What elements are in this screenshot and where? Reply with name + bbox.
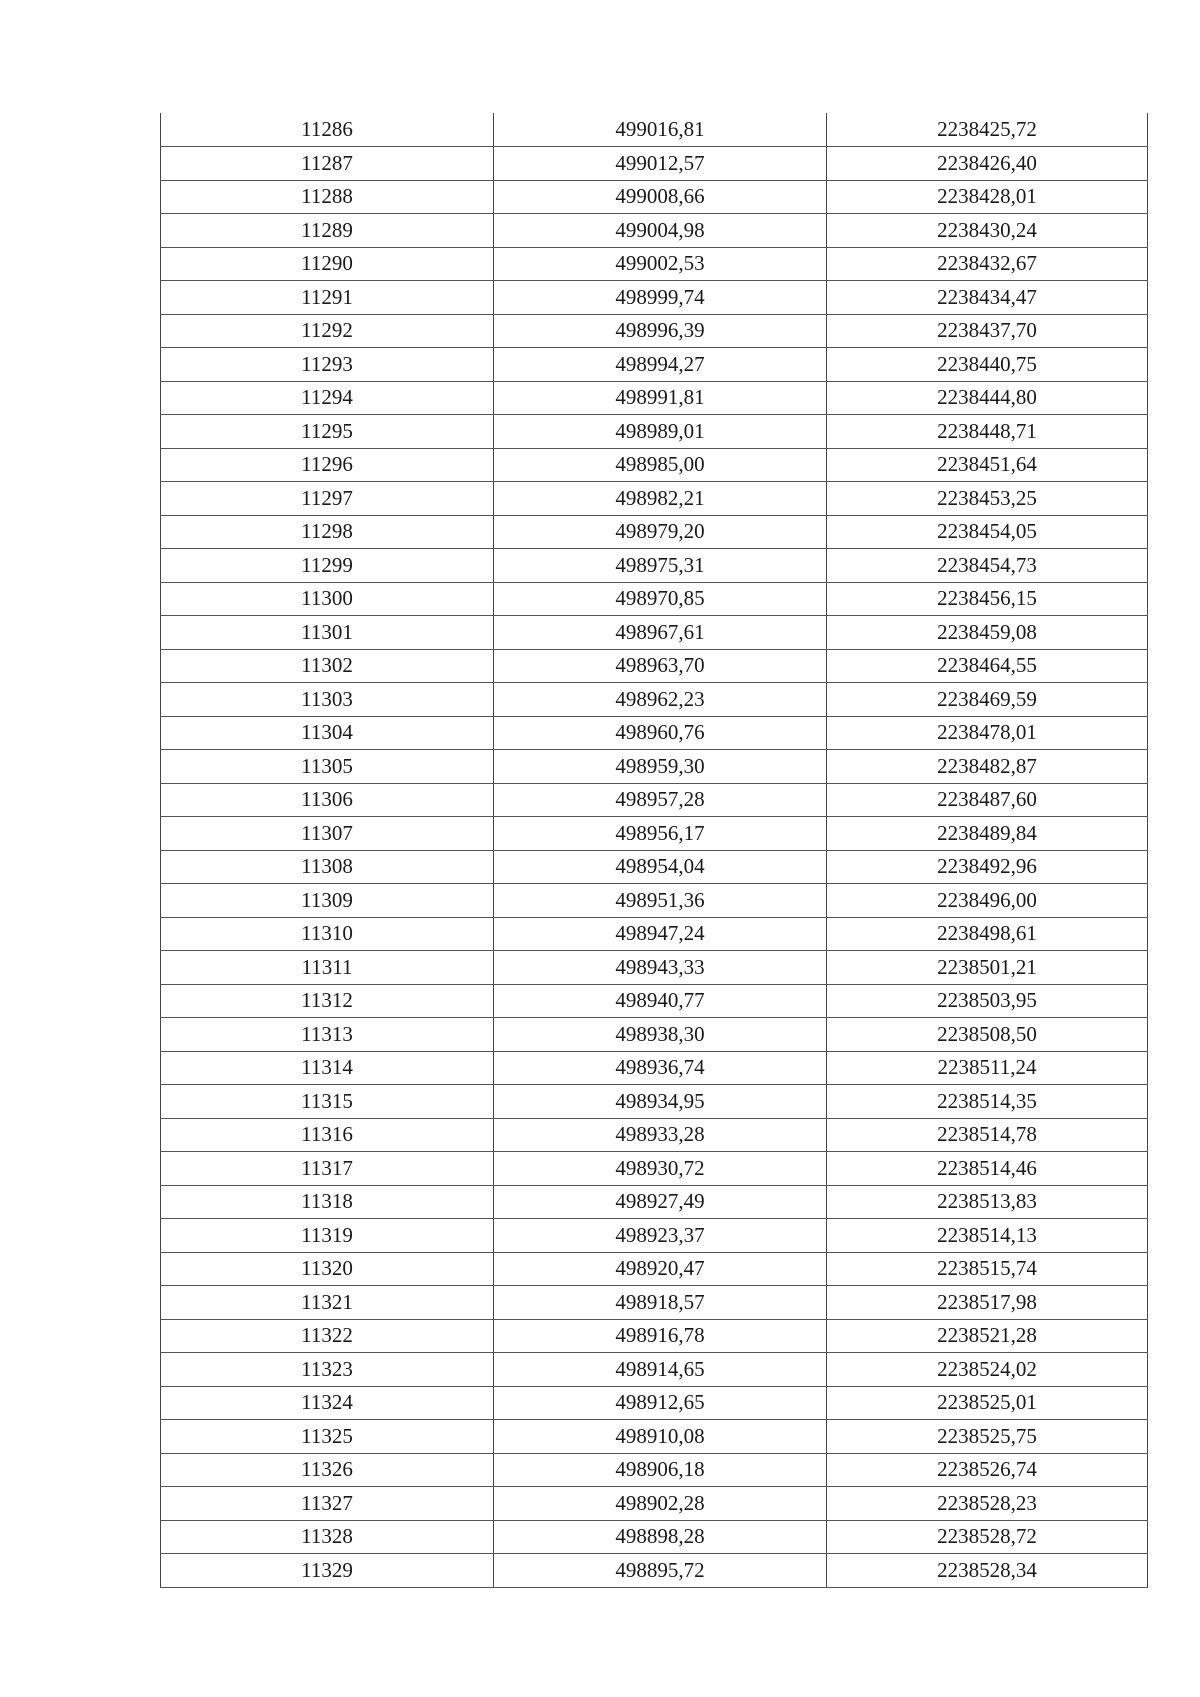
- x-coordinate-cell: 498956,17: [494, 817, 827, 851]
- x-coordinate-cell: 499002,53: [494, 247, 827, 281]
- point-number-cell: 11328: [161, 1520, 494, 1554]
- point-number-cell: 11320: [161, 1252, 494, 1286]
- x-coordinate-cell: 498970,85: [494, 582, 827, 616]
- table-row: [161, 884, 1148, 918]
- point-number-cell: 11311: [161, 951, 494, 985]
- table-row: [161, 1453, 1148, 1487]
- point-number-cell: 11316: [161, 1118, 494, 1152]
- y-coordinate-cell: 2238514,78: [827, 1118, 1148, 1152]
- table-row: [161, 1219, 1148, 1253]
- table-row: [161, 783, 1148, 817]
- x-coordinate-cell: 498916,78: [494, 1319, 827, 1353]
- point-number-cell: 11310: [161, 917, 494, 951]
- x-coordinate-cell: 498963,70: [494, 649, 827, 683]
- point-number-cell: 11308: [161, 850, 494, 884]
- x-coordinate-cell: 498902,28: [494, 1487, 827, 1521]
- x-coordinate-cell: 498910,08: [494, 1420, 827, 1454]
- y-coordinate-cell: 2238469,59: [827, 683, 1148, 717]
- point-number-cell: 11295: [161, 415, 494, 449]
- table-row: [161, 917, 1148, 951]
- point-number-cell: 11296: [161, 448, 494, 482]
- y-coordinate-cell: 2238528,23: [827, 1487, 1148, 1521]
- table-row: [161, 247, 1148, 281]
- x-coordinate-cell: 498959,30: [494, 750, 827, 784]
- y-coordinate-cell: 2238478,01: [827, 716, 1148, 750]
- x-coordinate-cell: 498989,01: [494, 415, 827, 449]
- x-coordinate-cell: 498927,49: [494, 1185, 827, 1219]
- y-coordinate-cell: 2238521,28: [827, 1319, 1148, 1353]
- table-row: [161, 1554, 1148, 1588]
- y-coordinate-cell: 2238456,15: [827, 582, 1148, 616]
- point-number-cell: 11291: [161, 281, 494, 315]
- table-row: [161, 1487, 1148, 1521]
- y-coordinate-cell: 2238428,01: [827, 180, 1148, 214]
- coordinates-table: [160, 113, 1148, 1588]
- x-coordinate-cell: 498936,74: [494, 1051, 827, 1085]
- x-coordinate-cell: 498920,47: [494, 1252, 827, 1286]
- y-coordinate-cell: 2238514,46: [827, 1152, 1148, 1186]
- table-row: [161, 716, 1148, 750]
- point-number-cell: 11309: [161, 884, 494, 918]
- y-coordinate-cell: 2238503,95: [827, 984, 1148, 1018]
- table-row: [161, 1018, 1148, 1052]
- table-row: [161, 348, 1148, 382]
- point-number-cell: 11324: [161, 1386, 494, 1420]
- point-number-cell: 11322: [161, 1319, 494, 1353]
- table-row: [161, 314, 1148, 348]
- y-coordinate-cell: 2238440,75: [827, 348, 1148, 382]
- y-coordinate-cell: 2238453,25: [827, 482, 1148, 516]
- table-row: [161, 1051, 1148, 1085]
- y-coordinate-cell: 2238524,02: [827, 1353, 1148, 1387]
- x-coordinate-cell: 498934,95: [494, 1085, 827, 1119]
- x-coordinate-cell: 498994,27: [494, 348, 827, 382]
- point-number-cell: 11289: [161, 214, 494, 248]
- x-coordinate-cell: 498979,20: [494, 515, 827, 549]
- x-coordinate-cell: 498999,74: [494, 281, 827, 315]
- y-coordinate-cell: 2238426,40: [827, 147, 1148, 181]
- point-number-cell: 11287: [161, 147, 494, 181]
- table-row: [161, 683, 1148, 717]
- table-row: [161, 951, 1148, 985]
- table-row: [161, 850, 1148, 884]
- y-coordinate-cell: 2238513,83: [827, 1185, 1148, 1219]
- x-coordinate-cell: 498938,30: [494, 1018, 827, 1052]
- y-coordinate-cell: 2238489,84: [827, 817, 1148, 851]
- table-row: [161, 515, 1148, 549]
- x-coordinate-cell: 498967,61: [494, 616, 827, 650]
- x-coordinate-cell: 498947,24: [494, 917, 827, 951]
- y-coordinate-cell: 2238444,80: [827, 381, 1148, 415]
- point-number-cell: 11317: [161, 1152, 494, 1186]
- x-coordinate-cell: 498996,39: [494, 314, 827, 348]
- x-coordinate-cell: 498975,31: [494, 549, 827, 583]
- y-coordinate-cell: 2238492,96: [827, 850, 1148, 884]
- table-row: [161, 582, 1148, 616]
- point-number-cell: 11297: [161, 482, 494, 516]
- y-coordinate-cell: 2238528,72: [827, 1520, 1148, 1554]
- y-coordinate-cell: 2238454,05: [827, 515, 1148, 549]
- table-row: [161, 448, 1148, 482]
- y-coordinate-cell: 2238425,72: [827, 113, 1148, 147]
- y-coordinate-cell: 2238454,73: [827, 549, 1148, 583]
- y-coordinate-cell: 2238528,34: [827, 1554, 1148, 1588]
- point-number-cell: 11321: [161, 1286, 494, 1320]
- y-coordinate-cell: 2238437,70: [827, 314, 1148, 348]
- table-row: [161, 1118, 1148, 1152]
- table-row: [161, 1286, 1148, 1320]
- point-number-cell: 11318: [161, 1185, 494, 1219]
- x-coordinate-cell: 498933,28: [494, 1118, 827, 1152]
- x-coordinate-cell: 498991,81: [494, 381, 827, 415]
- table-row: [161, 817, 1148, 851]
- y-coordinate-cell: 2238487,60: [827, 783, 1148, 817]
- table-row: [161, 281, 1148, 315]
- table-row: [161, 180, 1148, 214]
- x-coordinate-cell: 498895,72: [494, 1554, 827, 1588]
- x-coordinate-cell: 498985,00: [494, 448, 827, 482]
- point-number-cell: 11299: [161, 549, 494, 583]
- point-number-cell: 11292: [161, 314, 494, 348]
- y-coordinate-cell: 2238434,47: [827, 281, 1148, 315]
- table-row: [161, 616, 1148, 650]
- table-row: [161, 147, 1148, 181]
- coordinates-table-body: [161, 113, 1148, 1587]
- point-number-cell: 11307: [161, 817, 494, 851]
- point-number-cell: 11313: [161, 1018, 494, 1052]
- table-row: [161, 1353, 1148, 1387]
- table-row: [161, 649, 1148, 683]
- y-coordinate-cell: 2238501,21: [827, 951, 1148, 985]
- table-row: [161, 750, 1148, 784]
- table-row: [161, 549, 1148, 583]
- point-number-cell: 11319: [161, 1219, 494, 1253]
- y-coordinate-cell: 2238525,75: [827, 1420, 1148, 1454]
- point-number-cell: 11288: [161, 180, 494, 214]
- point-number-cell: 11323: [161, 1353, 494, 1387]
- point-number-cell: 11325: [161, 1420, 494, 1454]
- x-coordinate-cell: 498918,57: [494, 1286, 827, 1320]
- table-row: [161, 1185, 1148, 1219]
- x-coordinate-cell: 499012,57: [494, 147, 827, 181]
- y-coordinate-cell: 2238515,74: [827, 1252, 1148, 1286]
- x-coordinate-cell: 498951,36: [494, 884, 827, 918]
- x-coordinate-cell: 498957,28: [494, 783, 827, 817]
- x-coordinate-cell: 499016,81: [494, 113, 827, 147]
- point-number-cell: 11302: [161, 649, 494, 683]
- table-row: [161, 1085, 1148, 1119]
- y-coordinate-cell: 2238448,71: [827, 415, 1148, 449]
- x-coordinate-cell: 498930,72: [494, 1152, 827, 1186]
- table-row: [161, 1152, 1148, 1186]
- point-number-cell: 11304: [161, 716, 494, 750]
- y-coordinate-cell: 2238459,08: [827, 616, 1148, 650]
- table-row: [161, 1386, 1148, 1420]
- table-row: [161, 482, 1148, 516]
- x-coordinate-cell: 498914,65: [494, 1353, 827, 1387]
- point-number-cell: 11312: [161, 984, 494, 1018]
- x-coordinate-cell: 498898,28: [494, 1520, 827, 1554]
- x-coordinate-cell: 498923,37: [494, 1219, 827, 1253]
- y-coordinate-cell: 2238517,98: [827, 1286, 1148, 1320]
- x-coordinate-cell: 498940,77: [494, 984, 827, 1018]
- y-coordinate-cell: 2238432,67: [827, 247, 1148, 281]
- y-coordinate-cell: 2238482,87: [827, 750, 1148, 784]
- x-coordinate-cell: 498982,21: [494, 482, 827, 516]
- table-row: [161, 113, 1148, 147]
- table-row: [161, 1420, 1148, 1454]
- table-row: [161, 214, 1148, 248]
- point-number-cell: 11293: [161, 348, 494, 382]
- point-number-cell: 11315: [161, 1085, 494, 1119]
- x-coordinate-cell: 498943,33: [494, 951, 827, 985]
- point-number-cell: 11300: [161, 582, 494, 616]
- point-number-cell: 11301: [161, 616, 494, 650]
- point-number-cell: 11290: [161, 247, 494, 281]
- table-row: [161, 984, 1148, 1018]
- point-number-cell: 11294: [161, 381, 494, 415]
- table-row: [161, 381, 1148, 415]
- table-row: [161, 1520, 1148, 1554]
- y-coordinate-cell: 2238511,24: [827, 1051, 1148, 1085]
- table-row: [161, 1252, 1148, 1286]
- y-coordinate-cell: 2238526,74: [827, 1453, 1148, 1487]
- point-number-cell: 11329: [161, 1554, 494, 1588]
- point-number-cell: 11305: [161, 750, 494, 784]
- y-coordinate-cell: 2238525,01: [827, 1386, 1148, 1420]
- point-number-cell: 11286: [161, 113, 494, 147]
- y-coordinate-cell: 2238451,64: [827, 448, 1148, 482]
- x-coordinate-cell: 498962,23: [494, 683, 827, 717]
- y-coordinate-cell: 2238430,24: [827, 214, 1148, 248]
- y-coordinate-cell: 2238514,35: [827, 1085, 1148, 1119]
- y-coordinate-cell: 2238496,00: [827, 884, 1148, 918]
- y-coordinate-cell: 2238508,50: [827, 1018, 1148, 1052]
- point-number-cell: 11306: [161, 783, 494, 817]
- table-row: [161, 1319, 1148, 1353]
- point-number-cell: 11326: [161, 1453, 494, 1487]
- x-coordinate-cell: 498960,76: [494, 716, 827, 750]
- y-coordinate-cell: 2238514,13: [827, 1219, 1148, 1253]
- point-number-cell: 11303: [161, 683, 494, 717]
- point-number-cell: 11327: [161, 1487, 494, 1521]
- table-row: [161, 415, 1148, 449]
- x-coordinate-cell: 499008,66: [494, 180, 827, 214]
- x-coordinate-cell: 499004,98: [494, 214, 827, 248]
- point-number-cell: 11298: [161, 515, 494, 549]
- y-coordinate-cell: 2238498,61: [827, 917, 1148, 951]
- x-coordinate-cell: 498906,18: [494, 1453, 827, 1487]
- x-coordinate-cell: 498954,04: [494, 850, 827, 884]
- point-number-cell: 11314: [161, 1051, 494, 1085]
- x-coordinate-cell: 498912,65: [494, 1386, 827, 1420]
- y-coordinate-cell: 2238464,55: [827, 649, 1148, 683]
